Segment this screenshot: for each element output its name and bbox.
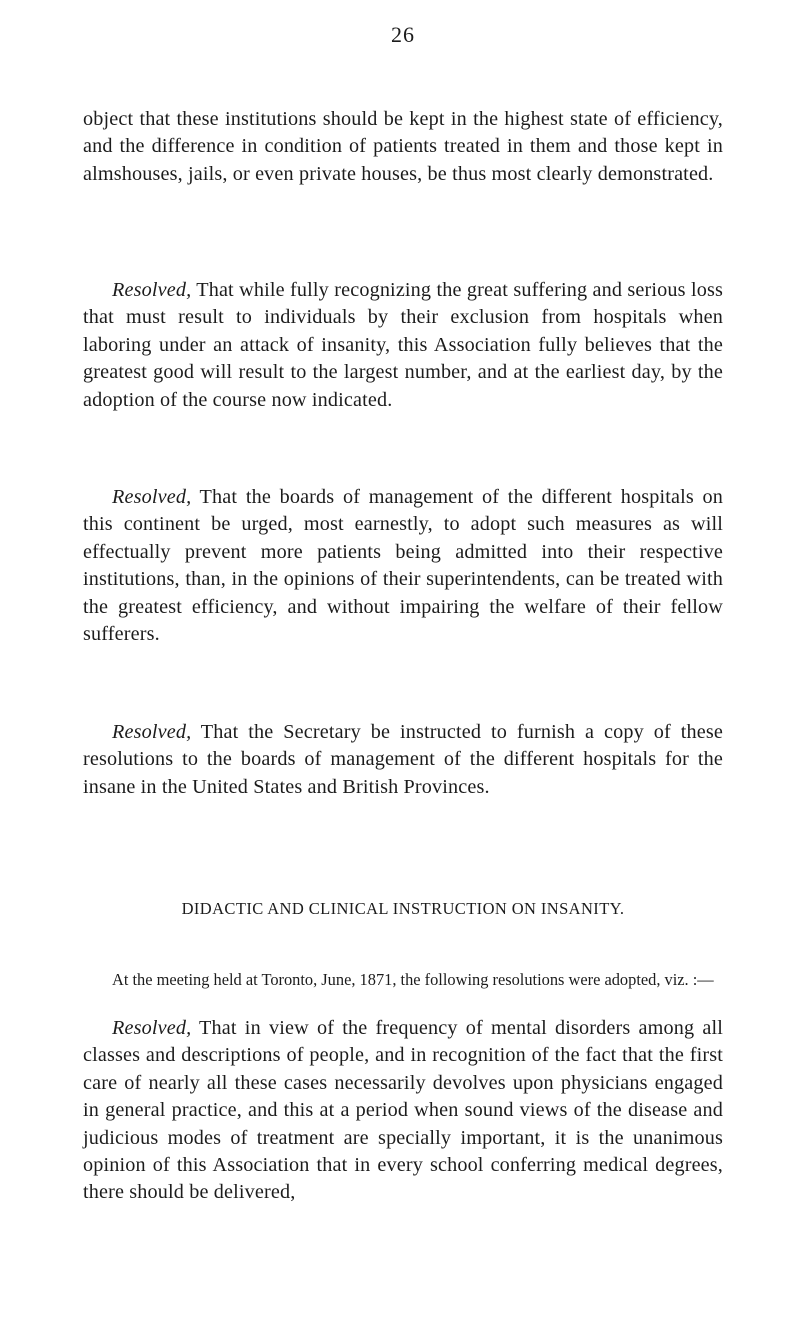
resolved-label: Resolved, xyxy=(112,279,192,301)
resolution-paragraph xyxy=(83,1015,723,1207)
page-number: 26 xyxy=(391,22,415,47)
paragraph-continuation xyxy=(83,106,723,188)
paragraph-text: That the Secretary be instructed to furnish a copy of these resolutions to the boards of management of the different hospitals for the insane in the United States and British Provinces. xyxy=(83,721,723,798)
resolved-label: Resolved, xyxy=(112,1017,192,1039)
resolution-paragraph xyxy=(83,719,723,801)
resolution-paragraph xyxy=(83,277,723,414)
paragraph-text: That the boards of management of the different hospitals on this continent be urged, most earnestly, to adopt such measures as will effectually prevent more patients being admitted into their respective institutions, than, in the opinions of their superintendents, can be treated with the greatest efficiency, and without impairing the welfare of their fellow sufferers. xyxy=(83,486,723,646)
section-heading: DIDACTIC AND CLINICAL INSTRUCTION ON INSANITY. xyxy=(181,899,625,918)
resolved-label: Resolved, xyxy=(112,486,192,508)
paragraph-text: object that these institutions should be kept in the highest state of efficiency, and the difference in condition of patients treated in them and those kept in almshouses, jails, or even private houses, be thus most clearly demonstrated. xyxy=(83,108,723,185)
resolved-label: Resolved, xyxy=(112,721,192,743)
resolution-paragraph xyxy=(83,484,723,648)
paragraph-text: That while fully recognizing the great suffering and serious loss that must result to individuals by their exclusion from hospitals when laboring under an attack of insanity, this Association fully believes that the greatest good will result to the largest number, and at the earliest day, by the adoption of the course now indicated. xyxy=(83,279,723,411)
paragraph-text: That in view of the frequency of mental disorders among all classes and descriptions of people, and in recognition of the fact that the first care of nearly all these cases necessarily devolves upon physicians engaged in general practice, and this at a period when sound views of the disease and judicious modes of treatment are specially important, it is the unanimous opinion of this Association that in every school conferring medical degrees, there should be delivered, xyxy=(83,1017,723,1204)
section-intro: At the meeting held at Toronto, June, 1871, the following resolutions were adopted, viz. :— xyxy=(112,970,714,989)
